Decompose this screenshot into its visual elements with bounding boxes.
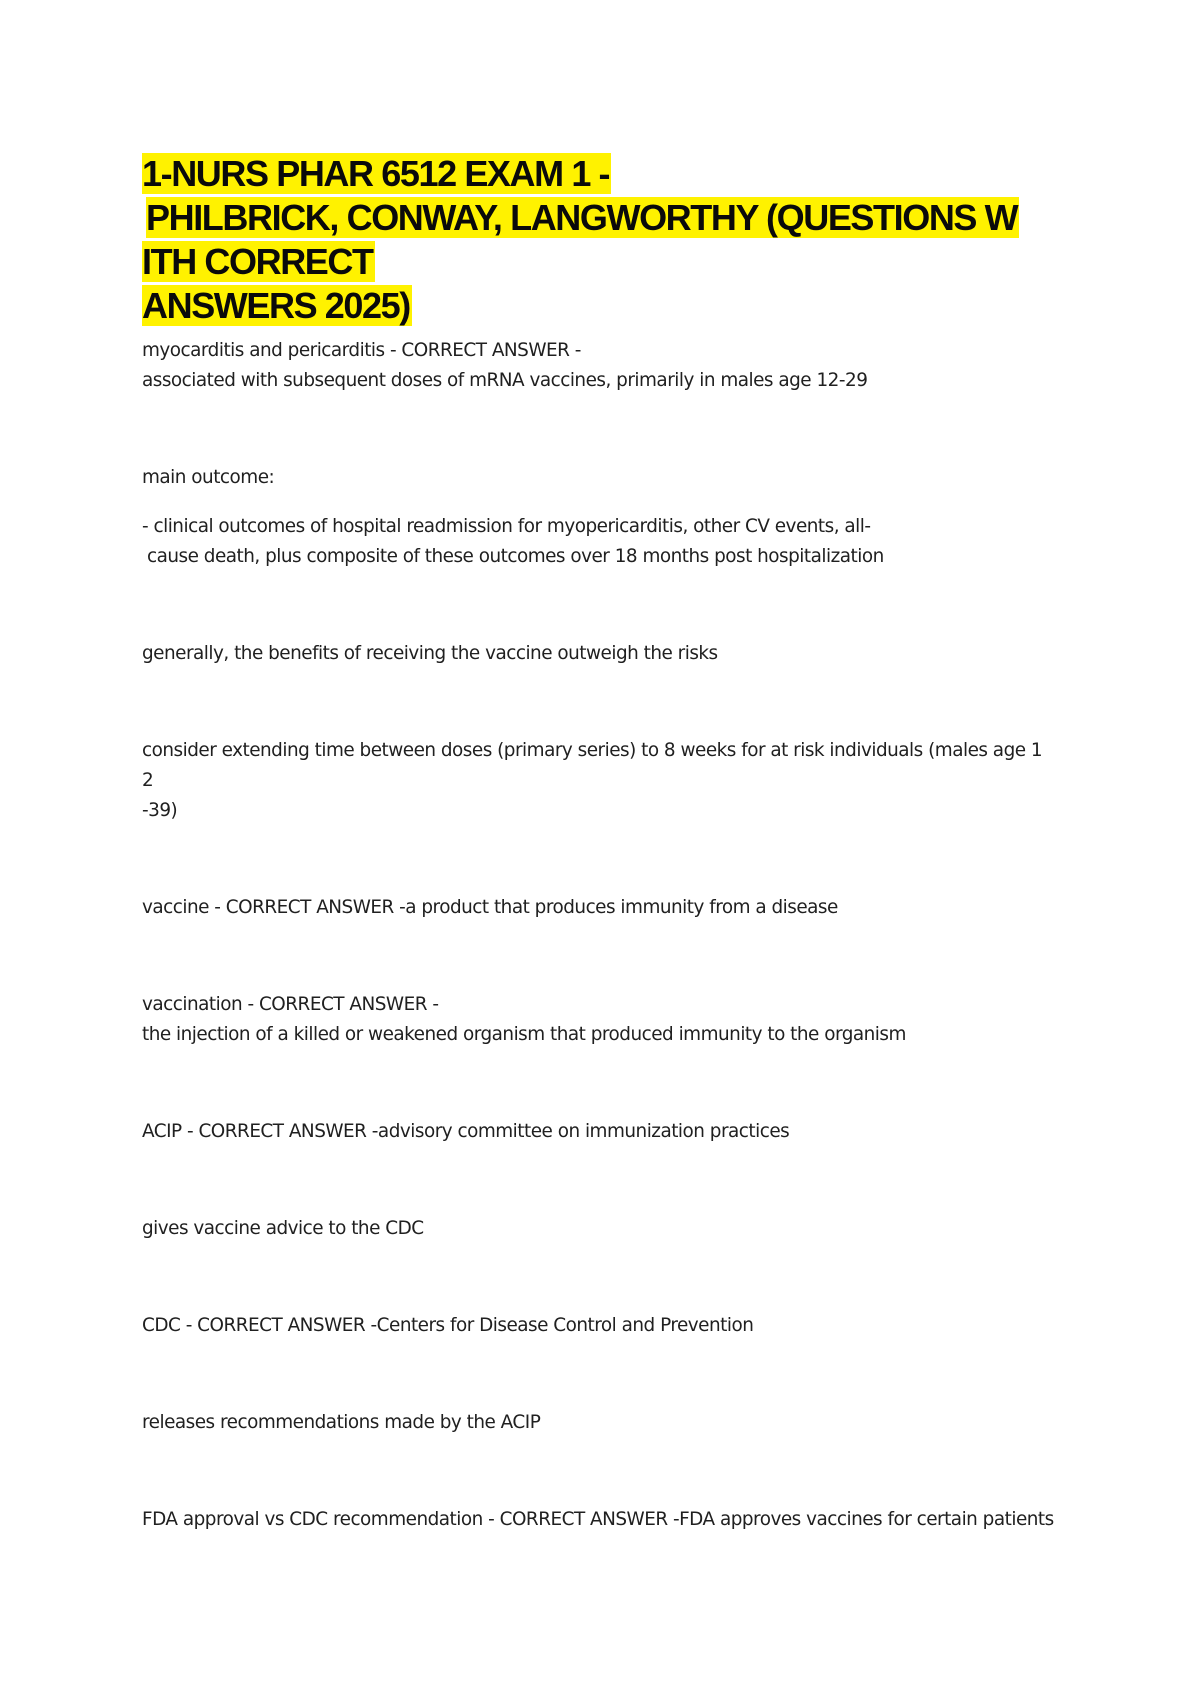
dose-interval-line-3: -39) [142,800,178,821]
title-line-4: ANSWERS 2025) [142,285,410,326]
qa-vaccination-term: vaccination - CORRECT ANSWER - [142,994,439,1015]
document-title [142,152,1082,328]
qa-myocarditis-answer: associated with subsequent doses of mRNA vaccines, primarily in males age 12-29 [142,370,868,391]
main-outcome-label: main outcome: [142,467,275,488]
cdc-note: releases recommendations made by the ACIP [142,1412,541,1433]
qa-vaccine: vaccine - CORRECT ANSWER -a product that produces immunity from a disease [142,897,838,918]
qa-cdc: CDC - CORRECT ANSWER -Centers for Disease Control and Prevention [142,1315,754,1336]
qa-fda-vs-cdc: FDA approval vs CDC recommendation - CORRECT ANSWER -FDA approves vaccines for certain patients [142,1509,1054,1530]
title-line-1: 1-NURS PHAR 6512 EXAM 1 - [142,153,610,194]
qa-acip: ACIP - CORRECT ANSWER -advisory committee on immunization practices [142,1121,790,1142]
qa-vaccination-answer: the injection of a killed or weakened organism that produced immunity to the organism [142,1024,906,1045]
main-outcome-line-2: cause death, plus composite of these outcomes over 18 months post hospitalization [147,546,884,567]
benefits-note: generally, the benefits of receiving the vaccine outweigh the risks [142,643,718,664]
main-outcome-line-1: - clinical outcomes of hospital readmission for myopericarditis, other CV events, all- [142,516,871,537]
dose-interval-line-1: consider extending time between doses (primary series) to 8 weeks for at risk individuals (males age 1 [142,740,1043,761]
title-line-3: ITH CORRECT [142,241,373,282]
qa-myocarditis-term: myocarditis and pericarditis - CORRECT ANSWER - [142,340,581,361]
dose-interval-line-2: 2 [142,770,154,791]
acip-note: gives vaccine advice to the CDC [142,1218,424,1239]
title-line-2: PHILBRICK, CONWAY, LANGWORTHY (QUESTIONS W [146,197,1018,238]
